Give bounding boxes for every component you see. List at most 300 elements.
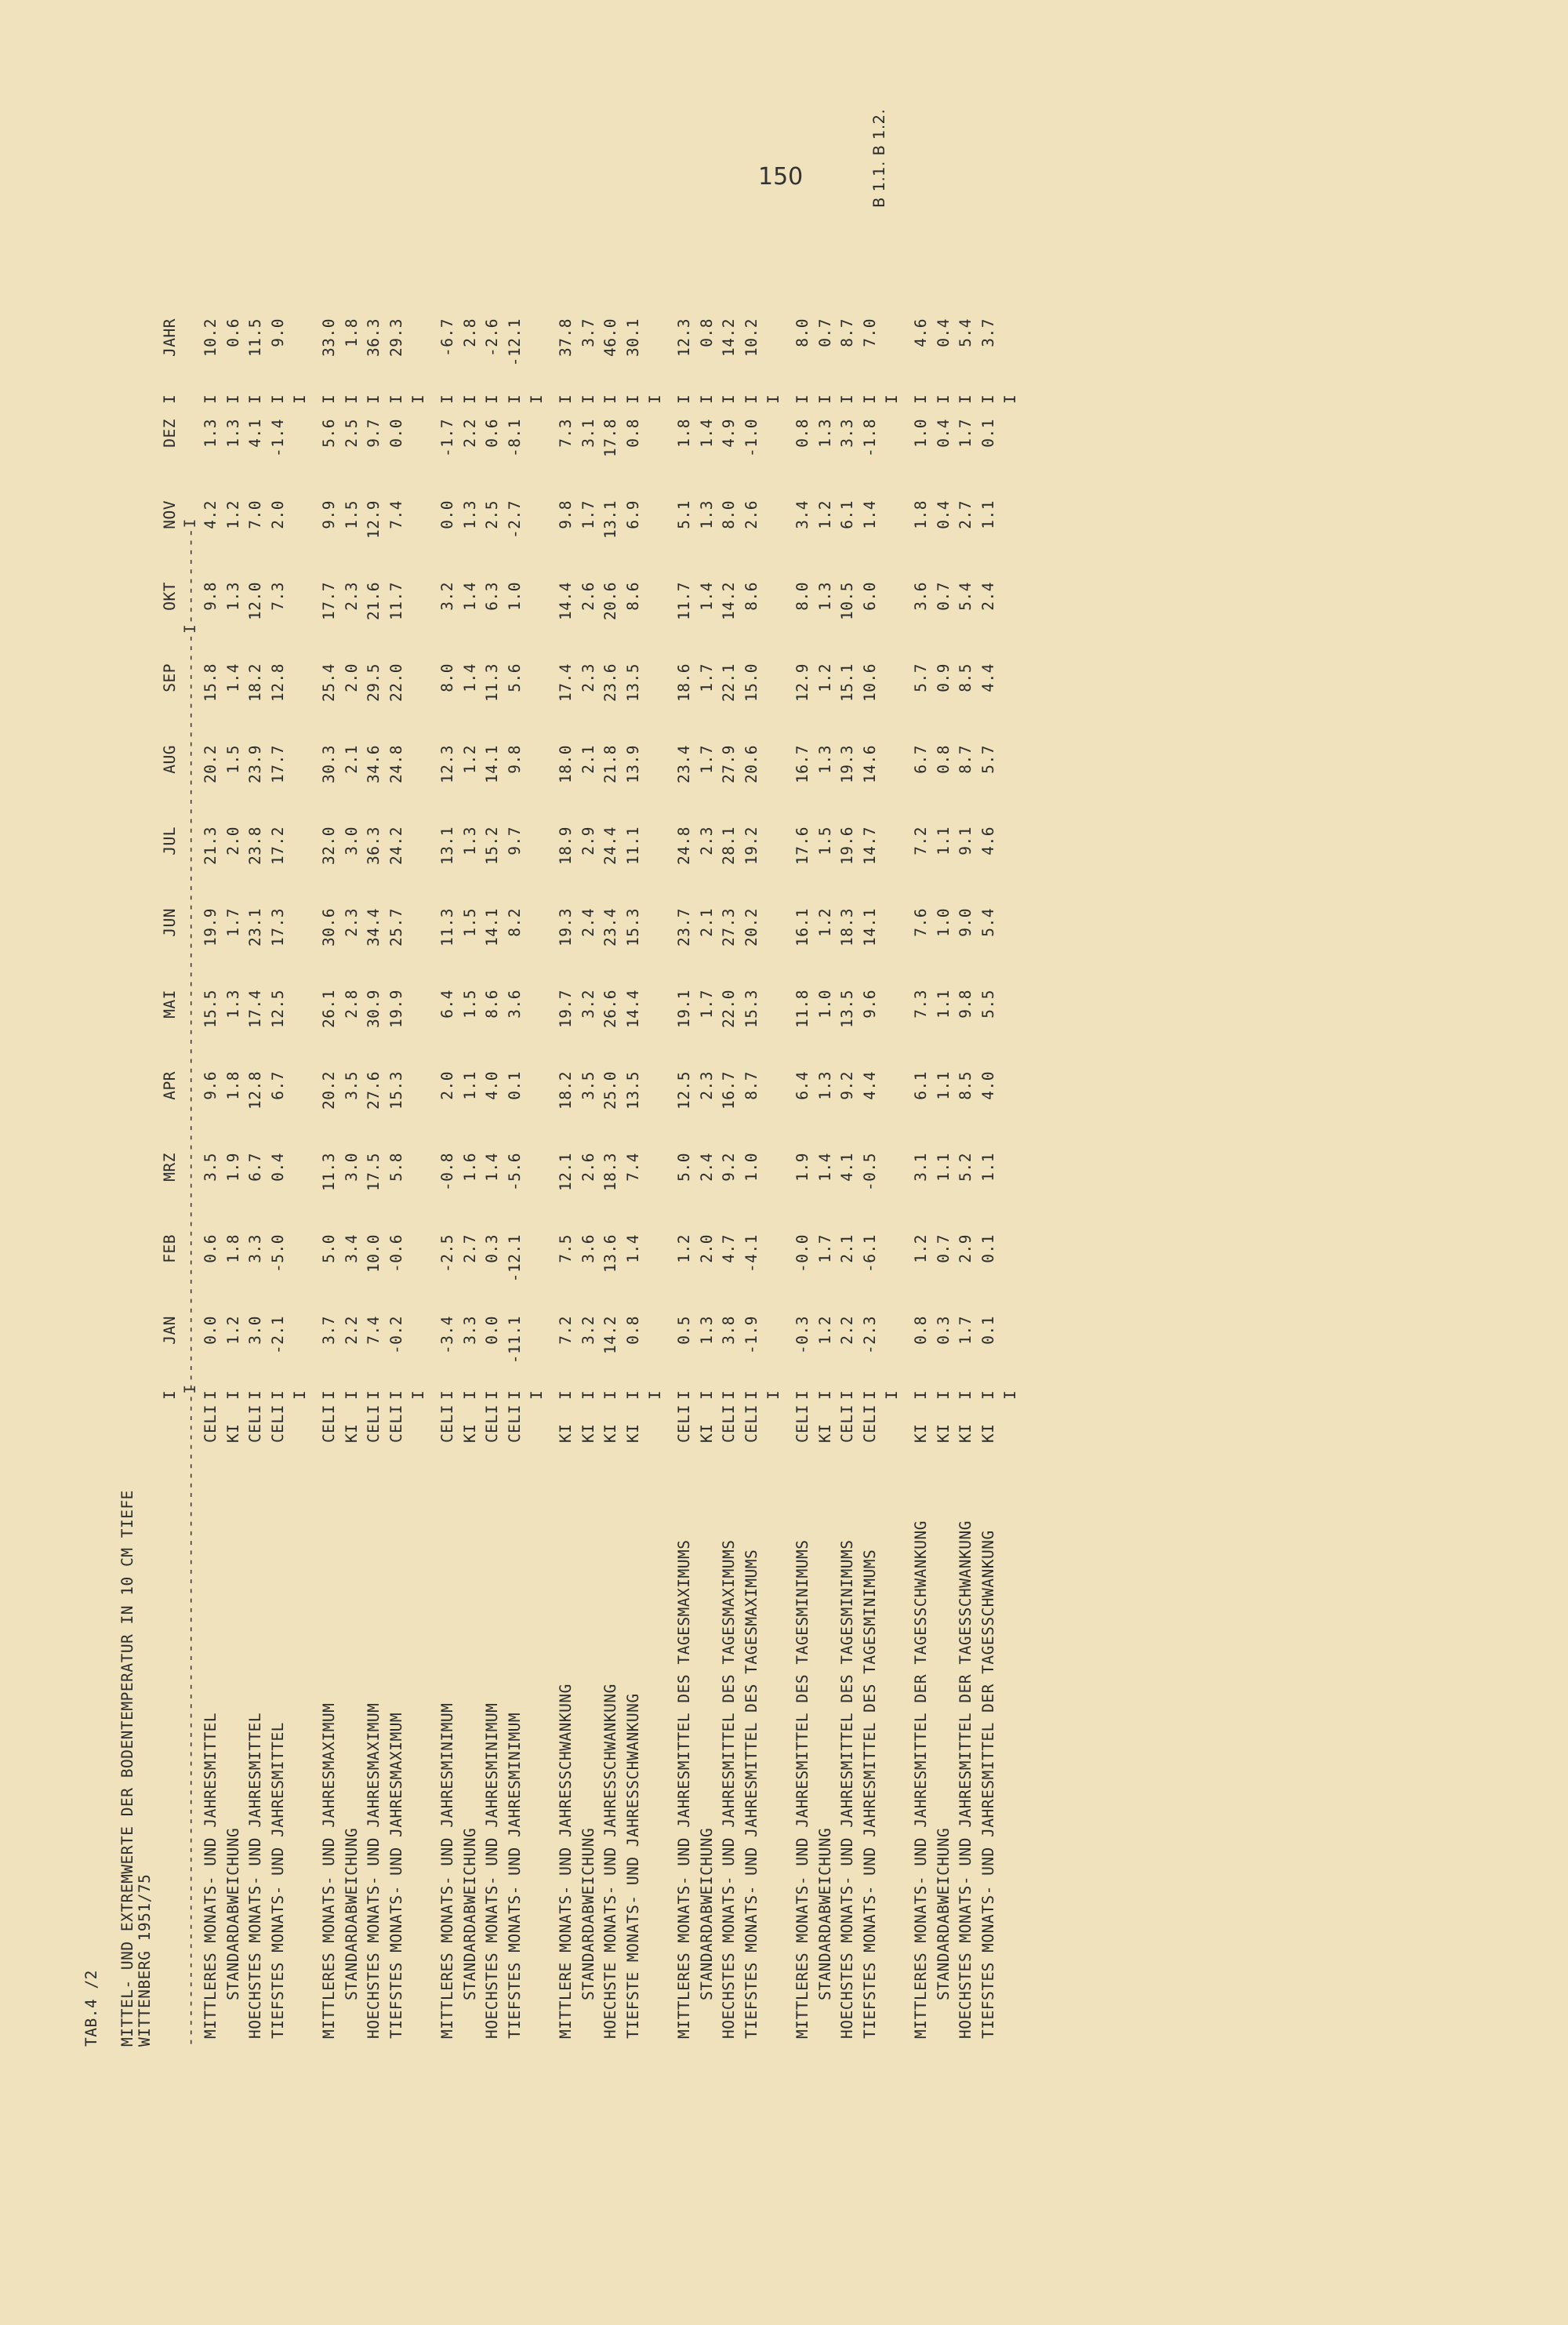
table-cell: -12.1 (505, 1234, 524, 1283)
column-divider: I (483, 1390, 502, 1400)
table-cell: 15.1 (838, 663, 857, 702)
column-header-aug: AUG (161, 745, 179, 774)
table-cell: 3.8 (720, 1316, 739, 1345)
table-cell: 12.5 (675, 1071, 693, 1110)
table-cell: 6.3 (483, 582, 502, 611)
table-cell: -0.2 (387, 1316, 405, 1354)
row-unit: KI (557, 1423, 575, 1443)
column-divider: I (342, 394, 361, 404)
column-divider: I (838, 394, 857, 404)
table-cell: 23.8 (246, 826, 265, 865)
table-cell: 20.6 (601, 582, 620, 620)
table-cell: 4.4 (978, 663, 997, 692)
row-label: HOECHSTE MONATS- UND JAHRESSCHWANKUNG (601, 1684, 620, 2039)
table-cell: 6.4 (438, 990, 456, 1019)
table-cell: 2.2 (342, 1316, 361, 1345)
table-cell: -2.3 (860, 1316, 879, 1354)
table-cell: 3.4 (793, 500, 811, 529)
table-cell: 19.7 (557, 990, 575, 1028)
table-cell: 11.3 (320, 1153, 338, 1191)
table-cell: 18.3 (838, 908, 857, 946)
row-label: STANDARDABWEICHUNG (815, 1827, 834, 2039)
row-unit: KI (579, 1423, 597, 1443)
row-label: TIEFSTE MONATS- UND JAHRESSCHWANKUNG (623, 1693, 642, 2039)
column-divider: I (505, 394, 524, 404)
row-unit: CELI (320, 1404, 338, 1443)
table-cell: 19.3 (838, 745, 857, 783)
table-cell: 7.6 (912, 908, 930, 937)
table-cell: 2.3 (342, 908, 361, 937)
column-divider: I (838, 1390, 857, 1400)
table-cell: 10.6 (860, 663, 879, 702)
row-label: STANDARDABWEICHUNG (460, 1827, 479, 2039)
table-cell: -1.4 (268, 419, 287, 457)
column-divider: I (528, 394, 546, 404)
column-divider: I (934, 394, 953, 404)
column-divider: I (956, 394, 975, 404)
table-cell: -5.6 (505, 1153, 524, 1191)
table-cell: 1.3 (815, 1071, 834, 1100)
table-cell: 6.7 (246, 1153, 265, 1182)
table-cell: 17.6 (793, 826, 811, 865)
table-cell: 5.0 (675, 1153, 693, 1182)
column-divider: I (793, 1390, 811, 1400)
table-cell: 9.6 (860, 990, 879, 1019)
table-cell: 11.3 (483, 663, 502, 702)
column-header-apr: APR (161, 1071, 179, 1100)
table-cell: 13.9 (623, 745, 642, 783)
table-cell: 5.2 (956, 1153, 975, 1182)
table-cell: 4.1 (246, 419, 265, 448)
table-cell: 18.2 (246, 663, 265, 702)
table-cell: 1.4 (697, 419, 716, 448)
table-cell: 0.6 (201, 1234, 220, 1263)
table-cell: 19.9 (201, 908, 220, 946)
row-label: HOECHSTES MONATS- UND JAHRESMINIMUM (483, 1702, 502, 2039)
table-cell: 0.8 (934, 745, 953, 774)
table-cell: 1.1 (978, 1153, 997, 1182)
column-header-nov: NOV (161, 500, 179, 529)
table-cell: 3.3 (246, 1234, 265, 1263)
row-unit: CELI (860, 1404, 879, 1443)
column-divider: I (365, 394, 383, 404)
table-cell: -4.1 (742, 1234, 760, 1273)
table-cell: 24.8 (387, 745, 405, 783)
table-cell: 18.2 (557, 1071, 575, 1110)
table-cell: 7.0 (860, 318, 879, 347)
table-cell: 4.0 (483, 1071, 502, 1100)
table-cell: 23.6 (601, 663, 620, 702)
table-cell: -1.8 (860, 419, 879, 457)
table-cell: 1.1 (460, 1071, 479, 1100)
table-cell: 14.7 (860, 826, 879, 865)
row-label: TIEFSTES MONATS- UND JAHRESMITTEL DER TAGESSCHWANKUNG (978, 1530, 997, 2039)
column-divider: I (223, 394, 242, 404)
table-cell: 4.9 (720, 419, 739, 448)
table-cell: 1.2 (815, 500, 834, 529)
table-cell: 8.6 (623, 582, 642, 611)
table-cell: 13.1 (601, 500, 620, 539)
table-cell: 19.3 (557, 908, 575, 946)
table-cell: 12.3 (675, 318, 693, 357)
column-divider: I (291, 394, 310, 404)
table-cell: 1.4 (697, 582, 716, 611)
table-cell: 0.1 (505, 1071, 524, 1100)
table-cell: 4.6 (978, 826, 997, 856)
row-unit: KI (460, 1423, 479, 1443)
table-cell: 2.1 (579, 745, 597, 774)
table-cell: 13.5 (838, 990, 857, 1028)
table-cell: 0.4 (268, 1153, 287, 1182)
column-divider: I (320, 1390, 338, 1400)
table-cell: 10.5 (838, 582, 857, 620)
table-cell: 23.1 (246, 908, 265, 946)
table-cell: 14.2 (601, 1316, 620, 1354)
table-cell: 7.3 (912, 990, 930, 1019)
table-cell: -6.1 (860, 1234, 879, 1273)
column-divider: I (557, 394, 575, 404)
table-cell: 9.8 (956, 990, 975, 1019)
table-cell: 19.1 (675, 990, 693, 1028)
table-cell: 9.8 (201, 582, 220, 611)
table-title: MITTEL- UND EXTREMWERTE DER BODENTEMPERATUR IN 10 CM TIEFE (118, 1490, 136, 2047)
table-cell: 2.0 (697, 1234, 716, 1263)
table-cell: 4.0 (978, 1071, 997, 1100)
table-cell: 36.3 (365, 318, 383, 357)
column-divider: I (646, 394, 665, 404)
table-cell: 15.3 (387, 1071, 405, 1110)
table-cell: 17.3 (268, 908, 287, 946)
column-divider: I (438, 1390, 456, 1400)
column-divider: I (883, 394, 902, 404)
section-reference: B 1.1. B 1.2. (870, 108, 888, 208)
table-cell: 3.6 (505, 990, 524, 1019)
table-cell: 1.0 (815, 990, 834, 1019)
table-cell: 9.6 (201, 1071, 220, 1100)
column-divider: I (956, 1390, 975, 1400)
table-cell: 0.8 (912, 1316, 930, 1345)
table-cell: 1.2 (223, 1316, 242, 1345)
table-cell: 15.3 (623, 908, 642, 946)
table-cell: -0.5 (860, 1153, 879, 1191)
table-cell: 12.9 (365, 500, 383, 539)
table-cell: 5.6 (505, 663, 524, 692)
table-cell: 3.5 (342, 1071, 361, 1100)
column-divider: I (268, 1390, 287, 1400)
table-cell: 0.4 (934, 318, 953, 347)
row-unit: CELI (438, 1404, 456, 1443)
table-cell: 0.4 (934, 419, 953, 448)
table-cell: 1.7 (223, 908, 242, 937)
row-label: MITTLERES MONATS- UND JAHRESMITTEL (201, 1712, 220, 2039)
table-cell: 1.7 (956, 1316, 975, 1345)
table-cell: 6.7 (912, 745, 930, 774)
table-cell: 1.3 (697, 1316, 716, 1345)
table-cell: 1.2 (815, 1316, 834, 1345)
table-cell: 18.9 (557, 826, 575, 865)
table-cell: 1.2 (675, 1234, 693, 1263)
table-cell: 0.6 (483, 419, 502, 448)
table-cell: 2.6 (579, 1153, 597, 1182)
row-label: HOECHSTES MONATS- UND JAHRESMITTEL DES TAGESMINIMUMS (838, 1539, 857, 2039)
column-header-dez: DEZ (161, 419, 179, 448)
table-cell: 2.9 (956, 1234, 975, 1263)
table-cell: 1.1 (978, 500, 997, 529)
table-cell: 18.6 (675, 663, 693, 702)
column-divider: I (793, 394, 811, 404)
table-cell: 12.0 (246, 582, 265, 620)
table-cell: 16.7 (793, 745, 811, 783)
table-cell: 4.6 (912, 318, 930, 347)
column-divider: I (720, 1390, 739, 1400)
row-label: HOECHSTES MONATS- UND JAHRESMITTEL DES TAGESMAXIMUMS (720, 1539, 739, 2039)
table-cell: 2.6 (579, 582, 597, 611)
table-cell: 11.5 (246, 318, 265, 357)
column-header-jun: JUN (161, 908, 179, 937)
table-cell: 18.3 (601, 1153, 620, 1191)
table-cell: 23.4 (601, 908, 620, 946)
column-divider: I (623, 394, 642, 404)
table-cell: 20.2 (320, 1071, 338, 1110)
table-cell: -2.7 (505, 500, 524, 539)
table-cell: 3.3 (838, 419, 857, 448)
table-cell: 12.1 (557, 1153, 575, 1191)
table-cell: -2.1 (268, 1316, 287, 1354)
row-label: HOECHSTES MONATS- UND JAHRESMITTEL (246, 1712, 265, 2039)
table-cell: 10.2 (742, 318, 760, 357)
table-cell: 3.4 (342, 1234, 361, 1263)
column-divider: I (342, 1390, 361, 1400)
page-number: 150 (758, 163, 804, 191)
table-cell: 0.0 (201, 1316, 220, 1345)
table-cell: 17.8 (601, 419, 620, 457)
table-cell: 1.4 (623, 1234, 642, 1263)
table-cell: 29.5 (365, 663, 383, 702)
table-cell: 8.6 (483, 990, 502, 1019)
table-cell: 1.4 (815, 1153, 834, 1182)
table-cell: 3.3 (460, 1316, 479, 1345)
table-cell: 10.0 (365, 1234, 383, 1273)
table-cell: 19.2 (742, 826, 760, 865)
table-cell: 13.5 (623, 663, 642, 702)
table-cell: 1.6 (460, 1153, 479, 1182)
column-divider: I (697, 394, 716, 404)
row-label: STANDARDABWEICHUNG (342, 1827, 361, 2039)
table-cell: 21.3 (201, 826, 220, 865)
row-unit: CELI (246, 1404, 265, 1443)
table-cell: 14.6 (860, 745, 879, 783)
table-cell: 4.1 (838, 1153, 857, 1182)
table-cell: 20.6 (742, 745, 760, 783)
table-cell: 2.8 (342, 990, 361, 1019)
row-unit: KI (223, 1423, 242, 1443)
table-cell: -1.0 (742, 419, 760, 457)
table-cell: 0.7 (934, 1234, 953, 1263)
table-cell: 1.8 (223, 1234, 242, 1263)
table-cell: 2.5 (342, 419, 361, 448)
row-unit: CELI (483, 1404, 502, 1443)
table-cell: 17.4 (246, 990, 265, 1028)
table-cell: 2.4 (697, 1153, 716, 1182)
column-divider: I (291, 1390, 310, 1400)
table-cell: 14.2 (720, 318, 739, 357)
table-cell: 17.7 (268, 745, 287, 783)
column-divider: I (742, 1390, 760, 1400)
column-divider: I (601, 394, 620, 404)
table-cell: 30.6 (320, 908, 338, 946)
table-cell: 22.0 (387, 663, 405, 702)
table-cell: 22.0 (720, 990, 739, 1028)
table-cell: 1.0 (912, 419, 930, 448)
table-cell: -0.0 (793, 1234, 811, 1273)
table-cell: 23.9 (246, 745, 265, 783)
table-cell: 7.4 (365, 1316, 383, 1345)
table-cell: 5.1 (675, 500, 693, 529)
table-cell: 2.3 (697, 1071, 716, 1100)
table-cell: 1.3 (201, 419, 220, 448)
table-cell: 22.1 (720, 663, 739, 702)
table-cell: 7.3 (557, 419, 575, 448)
table-cell: 1.5 (223, 745, 242, 774)
table-cell: -0.3 (793, 1316, 811, 1354)
table-cell: 2.7 (460, 1234, 479, 1263)
table-cell: 5.7 (978, 745, 997, 774)
table-cell: 20.2 (742, 908, 760, 946)
column-header-jahr: JAHR (161, 318, 179, 357)
separator-left: --------------------------------------------------------------------I (181, 1384, 199, 2047)
row-label: TIEFSTES MONATS- UND JAHRESMINIMUM (505, 1712, 524, 2039)
table-cell: 7.2 (912, 826, 930, 856)
column-divider: I (201, 394, 220, 404)
column-divider: I (460, 1390, 479, 1400)
table-cell: 20.2 (201, 745, 220, 783)
column-divider: I (1001, 1390, 1020, 1400)
table-cell: 0.8 (623, 419, 642, 448)
table-cell: 7.4 (623, 1153, 642, 1182)
table-cell: 6.1 (912, 1071, 930, 1100)
table-cell: 3.7 (579, 318, 597, 347)
column-divider: I (246, 1390, 265, 1400)
table-cell: -6.7 (438, 318, 456, 357)
table-cell: 8.5 (956, 1071, 975, 1100)
row-unit: KI (601, 1423, 620, 1443)
column-divider: I (860, 394, 879, 404)
table-cell: 14.4 (557, 582, 575, 620)
table-cell: 17.2 (268, 826, 287, 865)
column-divider: I (720, 394, 739, 404)
table-cell: 1.8 (912, 500, 930, 529)
table-cell: 0.7 (815, 318, 834, 347)
table-cell: 25.7 (387, 908, 405, 946)
table-cell: -8.1 (505, 419, 524, 457)
table-cell: 0.4 (934, 500, 953, 529)
table-cell: 28.1 (720, 826, 739, 865)
table-cell: -0.8 (438, 1153, 456, 1191)
table-cell: 1.5 (460, 908, 479, 937)
table-cell: 9.0 (268, 318, 287, 347)
table-cell: 9.1 (956, 826, 975, 856)
table-cell: 1.3 (223, 419, 242, 448)
table-cell: 12.9 (793, 663, 811, 702)
table-cell: 17.5 (365, 1153, 383, 1191)
column-divider: I (623, 1390, 642, 1400)
column-divider: I (675, 394, 693, 404)
column-divider: I (557, 1390, 575, 1400)
table-cell: 25.4 (320, 663, 338, 702)
table-cell: 23.7 (675, 908, 693, 946)
table-cell: 3.1 (579, 419, 597, 448)
table-cell: 0.1 (978, 419, 997, 448)
table-cell: 19.6 (838, 826, 857, 865)
table-cell: -3.4 (438, 1316, 456, 1354)
table-cell: 5.6 (320, 419, 338, 448)
column-divider: I (978, 394, 997, 404)
table-cell: 2.0 (268, 500, 287, 529)
table-cell: 1.1 (934, 1071, 953, 1100)
table-cell: 12.8 (246, 1071, 265, 1110)
table-cell: 27.9 (720, 745, 739, 783)
row-unit: CELI (268, 1404, 287, 1443)
table-cell: 0.9 (934, 663, 953, 692)
row-unit: KI (934, 1423, 953, 1443)
header-divider: I (161, 1390, 179, 1400)
table-cell: 8.0 (793, 582, 811, 611)
table-cell: 12.8 (268, 663, 287, 702)
table-cell: 14.1 (483, 908, 502, 946)
row-label: STANDARDABWEICHUNG (223, 1827, 242, 2039)
table-cell: 2.4 (579, 908, 597, 937)
table-cell: 1.5 (342, 500, 361, 529)
row-unit: KI (623, 1423, 642, 1443)
table-cell: 11.1 (623, 826, 642, 865)
table-cell: 3.2 (579, 1316, 597, 1345)
table-cell: 1.3 (697, 500, 716, 529)
table-cell: 6.9 (623, 500, 642, 529)
table-cell: 33.0 (320, 318, 338, 357)
table-cell: 0.1 (978, 1234, 997, 1263)
row-label: HOECHSTES MONATS- UND JAHRESMITTEL DER TAGESSCHWANKUNG (956, 1520, 975, 2039)
column-divider: I (409, 1390, 428, 1400)
row-label: MITTLERES MONATS- UND JAHRESMITTEL DES TAGESMINIMUMS (793, 1539, 811, 2039)
table-cell: 1.3 (460, 826, 479, 856)
table-cell: 21.6 (365, 582, 383, 620)
table-cell: 1.2 (815, 908, 834, 937)
row-unit: CELI (505, 1404, 524, 1443)
table-cell: 8.7 (742, 1071, 760, 1100)
table-cell: 1.5 (815, 826, 834, 856)
row-unit: KI (978, 1423, 997, 1443)
table-cell: 1.4 (460, 663, 479, 692)
table-cell: 2.3 (342, 582, 361, 611)
table-cell: 15.8 (201, 663, 220, 702)
table-cell: 1.3 (815, 419, 834, 448)
table-cell: 8.0 (438, 663, 456, 692)
table-cell: 34.6 (365, 745, 383, 783)
table-cell: 6.4 (793, 1071, 811, 1100)
row-label: TIEFSTES MONATS- UND JAHRESMITTEL DES TAGESMAXIMUMS (742, 1549, 760, 2039)
table-cell: 3.6 (579, 1234, 597, 1263)
table-cell: 5.7 (912, 663, 930, 692)
table-cell: 13.5 (623, 1071, 642, 1110)
table-cell: 3.0 (246, 1316, 265, 1345)
column-divider: I (1001, 394, 1020, 404)
row-unit: CELI (720, 1404, 739, 1443)
column-divider: I (883, 1390, 902, 1400)
table-cell: 9.7 (365, 419, 383, 448)
table-cell: 3.6 (912, 582, 930, 611)
table-cell: 0.3 (483, 1234, 502, 1263)
table-cell: 0.8 (793, 419, 811, 448)
